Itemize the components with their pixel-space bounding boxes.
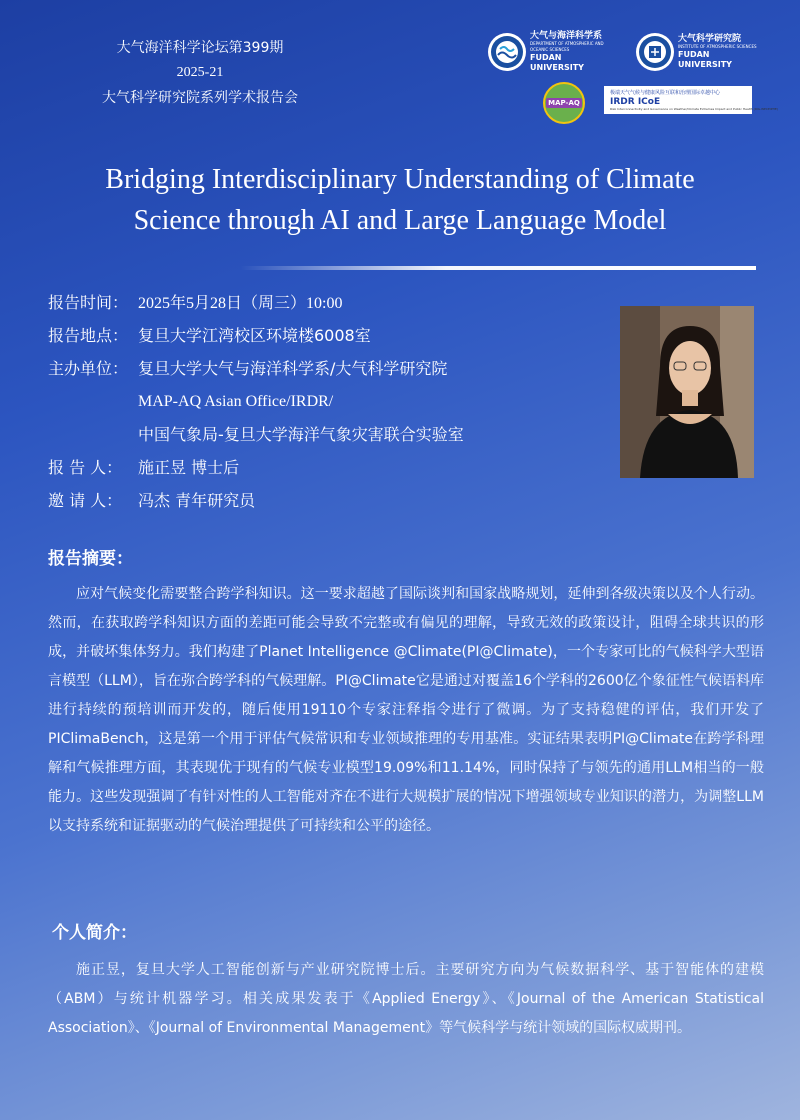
time-value: 2025年5月28日（周三）10:00 — [138, 295, 343, 312]
fudan-inst-logo — [636, 30, 760, 74]
abstract-heading: 报告摘要： — [48, 549, 133, 569]
title-divider — [240, 266, 756, 270]
speaker-label: 报 告 人： — [48, 458, 123, 477]
fudan-dept-emblem-icon — [488, 33, 526, 71]
forum-title: 大气海洋科学论坛第399期 — [116, 40, 284, 56]
fudan-dept-univ: FUDAN UNIVERSITY — [530, 53, 584, 72]
fudan-dept-en: DEPARTMENT OF ATMOSPHERIC AND OCEANIC SCIENCES — [530, 41, 604, 52]
bio-text: 施正昱，复旦大学人工智能创新与产业研究院博士后。主要研究方向为气候数据科学、基于智能体的建模（ABM）与统计机器学习。相关成果发表于《Applied Energy》、《Journal of the American Statistical Association》、《Journal of Environmental Management》等气候科学与统计领域的国际权威期刊。 — [48, 962, 764, 1036]
info-inviter — [48, 484, 255, 517]
info-place — [48, 319, 371, 352]
mapaq-label: MAP-AQ — [548, 99, 580, 107]
info-host — [48, 352, 447, 385]
series-title: 大气科学研究院系列学术报告会 — [102, 90, 298, 106]
forum-number: 2025-21 — [176, 65, 224, 80]
fudan-inst-en: INSTITUTE OF ATMOSPHERIC SCIENCES — [678, 44, 757, 49]
host-value-2: MAP-AQ Asian Office/IRDR/ — [138, 393, 334, 410]
info-time — [48, 286, 342, 320]
talk-title-line1: Bridging Interdisciplinary Understanding of Climate — [105, 164, 695, 195]
info-speaker — [48, 451, 239, 484]
irdr-name: IRDR ICoE — [610, 96, 661, 107]
fudan-dept-logo — [488, 30, 608, 74]
mapaq-logo — [543, 82, 585, 124]
abstract-text: 应对气候变化需要整合跨学科知识。这一要求超越了国际谈判和国家战略规划，延伸到各级决策以及个人行动。然而，在获取跨学科知识方面的差距可能会导致不完整或有偏见的理解，导致无效的政策设计，阻碍全球共识的形成，并破坏集体努力。我们构建了Planet Intelligence @Climate(PI@Climate)，一个专家可比的气候科学大型语言模型（LLM），旨在弥合跨学科的气候理解。PI@Climate它是通过对覆盖16个学科的2600亿个象征性气候语料库进行持续的预培训而开发的，随后使用19110个专家注释指令进行了微调。为了支持稳健的评估，我们开发了PIClimaBench，这是第一个用于评估气候常识和专业领域推理的专用基准。实证结果表明PI@Climate在跨学科理解和气候推理方面，其表现优于现有的气候专业模型19.09%和11.14%，同时保持了与领先的通用LLM相当的一般能力。这些发现强调了有针对性的人工智能对齐在不进行大规模扩展的情况下增强领域专业知识的潜力，为调整LLM以支持系统和证据驱动的气候治理提供了可持续和公平的途径。 — [48, 586, 764, 834]
inviter-label: 邀 请 人： — [48, 491, 123, 510]
speaker-photo — [620, 306, 754, 478]
time-label: 报告时间： — [48, 293, 129, 312]
bio-heading: 个人简介： — [52, 923, 137, 943]
irdr-sub: Risk Interconnectivity and Governance on Weather/Climate Extremes Impact and Public Health (RIG-WECEIPHE) — [610, 106, 778, 111]
host-label: 主办单位： — [48, 359, 129, 378]
host-value-1: 复旦大学大气与海洋科学系/大气科学研究院 — [138, 359, 448, 378]
irdr-title: 极端天气气候与健康风险互联和治理国际卓越中心 — [610, 89, 721, 96]
talk-title-line2: Science through AI and Large Language Model — [133, 205, 667, 236]
place-label: 报告地点： — [48, 326, 129, 345]
place-value: 复旦大学江湾校区环境楼6008室 — [138, 326, 371, 345]
fudan-inst-emblem-icon — [636, 33, 674, 71]
fudan-inst-univ: FUDAN UNIVERSITY — [678, 50, 732, 69]
host-value-3: 中国气象局-复旦大学海洋气象灾害联合实验室 — [138, 425, 464, 444]
irdr-logo — [604, 86, 778, 114]
speaker-value: 施正昱 博士后 — [138, 458, 240, 477]
fudan-inst-cn: 大气科学研究院 — [678, 34, 742, 44]
inviter-value: 冯杰 青年研究员 — [138, 491, 256, 510]
fudan-dept-cn: 大气与海洋科学系 — [530, 31, 603, 41]
